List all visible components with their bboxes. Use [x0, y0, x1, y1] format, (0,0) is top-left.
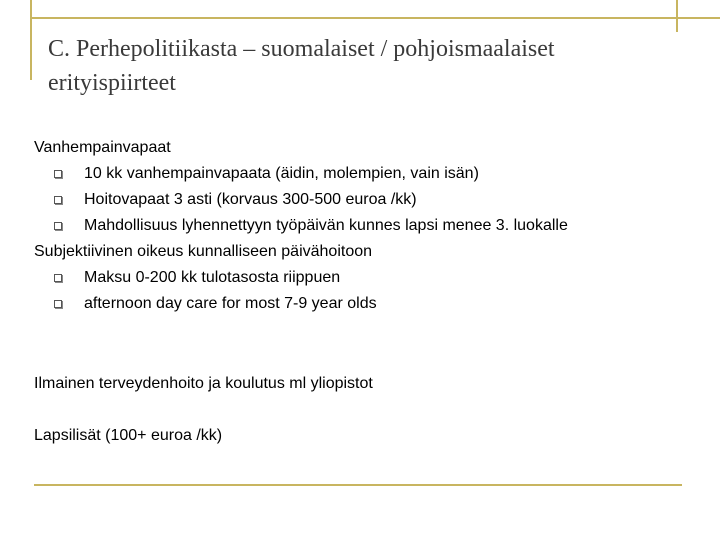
list-item-text: 10 kk vanhempainvapaata (äidin, molempien, vain isän)	[84, 165, 479, 182]
list-item-text: Maksu 0-200 kk tulotasosta riippuen	[84, 269, 341, 286]
top-rule	[30, 17, 720, 19]
list-item-text: Hoitovapaat 3 asti (korvaus 300-500 euroa /kk)	[84, 191, 417, 208]
list-item-text: Mahdollisuus lyhennettyyn työpäivän kunnes lapsi menee 3. luokalle	[84, 217, 568, 234]
section-heading: Subjektiivinen oikeus kunnalliseen päivähoitoon	[34, 243, 373, 260]
left-rule	[30, 0, 32, 80]
spacer	[34, 317, 704, 371]
slide-title: C. Perhepolitiikasta – suomalaiset / pohjoismaalaiset erityispiirteet	[48, 36, 555, 96]
spacer	[34, 397, 704, 423]
list-item	[34, 161, 704, 187]
list-item	[34, 213, 704, 239]
square-bullet-icon	[54, 274, 62, 282]
right-rule	[676, 0, 678, 32]
list-item	[34, 265, 704, 291]
square-bullet-icon	[54, 196, 62, 204]
square-bullet-icon	[54, 300, 62, 308]
list-item	[34, 187, 704, 213]
square-bullet-icon	[54, 170, 62, 178]
bottom-rule	[34, 484, 682, 486]
list-item-text: afternoon day care for most 7-9 year olds	[84, 295, 377, 312]
slide-body	[34, 135, 704, 449]
square-bullet-icon	[54, 222, 62, 230]
extra-line: Lapsilisät (100+ euroa /kk)	[34, 427, 223, 444]
extra-line: Ilmainen terveydenhoito ja koulutus ml yliopistot	[34, 375, 373, 392]
list-item	[34, 291, 704, 317]
section-heading: Vanhempainvapaat	[34, 139, 171, 156]
